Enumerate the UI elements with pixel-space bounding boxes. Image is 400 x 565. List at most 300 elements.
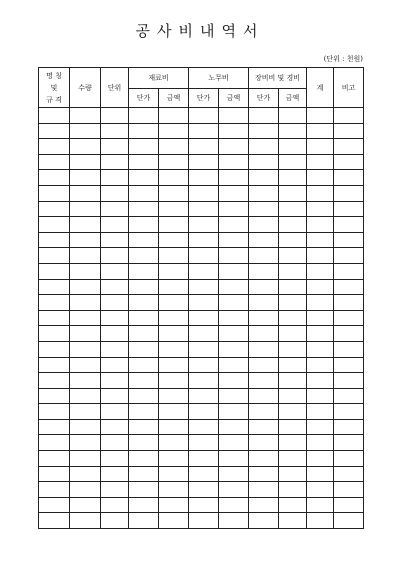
table-cell[interactable] (39, 232, 70, 248)
table-cell[interactable] (249, 482, 279, 498)
table-cell[interactable] (189, 248, 219, 264)
table-cell[interactable] (249, 497, 279, 513)
table-cell[interactable] (159, 295, 189, 311)
table-cell[interactable] (307, 279, 334, 295)
table-cell[interactable] (279, 108, 307, 124)
table-cell[interactable] (189, 263, 219, 279)
table-cell[interactable] (219, 263, 249, 279)
table-cell[interactable] (219, 451, 249, 467)
table-cell[interactable] (307, 388, 334, 404)
table-cell[interactable] (189, 279, 219, 295)
table-cell[interactable] (279, 373, 307, 389)
table-cell[interactable] (129, 482, 159, 498)
table-cell[interactable] (219, 139, 249, 155)
table-cell[interactable] (70, 263, 101, 279)
table-cell[interactable] (101, 201, 129, 217)
table-cell[interactable] (39, 388, 70, 404)
table-cell[interactable] (129, 419, 159, 435)
table-cell[interactable] (70, 279, 101, 295)
table-cell[interactable] (249, 263, 279, 279)
table-cell[interactable] (219, 373, 249, 389)
table-cell[interactable] (39, 217, 70, 233)
table-cell[interactable] (70, 154, 101, 170)
table-cell[interactable] (219, 295, 249, 311)
table-cell[interactable] (334, 482, 364, 498)
table-cell[interactable] (334, 404, 364, 420)
table-cell[interactable] (307, 154, 334, 170)
table-cell[interactable] (334, 388, 364, 404)
table-cell[interactable] (189, 185, 219, 201)
table-cell[interactable] (129, 248, 159, 264)
table-cell[interactable] (249, 513, 279, 529)
table-cell[interactable] (159, 170, 189, 186)
table-cell[interactable] (279, 482, 307, 498)
table-cell[interactable] (129, 497, 159, 513)
table-cell[interactable] (219, 357, 249, 373)
table-cell[interactable] (39, 279, 70, 295)
table-cell[interactable] (159, 201, 189, 217)
table-cell[interactable] (307, 497, 334, 513)
table-cell[interactable] (129, 435, 159, 451)
table-cell[interactable] (279, 310, 307, 326)
table-cell[interactable] (279, 497, 307, 513)
table-cell[interactable] (70, 513, 101, 529)
table-cell[interactable] (279, 435, 307, 451)
table-cell[interactable] (249, 248, 279, 264)
table-cell[interactable] (279, 451, 307, 467)
table-cell[interactable] (70, 170, 101, 186)
table-cell[interactable] (307, 232, 334, 248)
table-cell[interactable] (70, 482, 101, 498)
table-cell[interactable] (129, 154, 159, 170)
table-cell[interactable] (334, 513, 364, 529)
table-cell[interactable] (249, 388, 279, 404)
table-cell[interactable] (219, 326, 249, 342)
table-cell[interactable] (307, 404, 334, 420)
table-cell[interactable] (307, 341, 334, 357)
table-cell[interactable] (39, 513, 70, 529)
table-cell[interactable] (189, 326, 219, 342)
table-cell[interactable] (279, 201, 307, 217)
table-cell[interactable] (101, 466, 129, 482)
table-cell[interactable] (39, 357, 70, 373)
table-cell[interactable] (249, 466, 279, 482)
table-cell[interactable] (334, 139, 364, 155)
table-cell[interactable] (129, 451, 159, 467)
table-cell[interactable] (334, 373, 364, 389)
table-cell[interactable] (307, 123, 334, 139)
table-row (39, 513, 364, 529)
table-cell[interactable] (129, 232, 159, 248)
table-cell[interactable] (101, 513, 129, 529)
table-cell[interactable] (159, 451, 189, 467)
table-cell[interactable] (39, 170, 70, 186)
table-cell[interactable] (334, 435, 364, 451)
table-cell[interactable] (159, 108, 189, 124)
table-cell[interactable] (101, 185, 129, 201)
table-cell[interactable] (307, 185, 334, 201)
table-cell[interactable] (101, 217, 129, 233)
table-cell[interactable] (279, 404, 307, 420)
table-cell[interactable] (70, 326, 101, 342)
table-cell[interactable] (279, 123, 307, 139)
table-cell[interactable] (307, 419, 334, 435)
table-cell[interactable] (39, 451, 70, 467)
table-cell[interactable] (334, 341, 364, 357)
table-cell[interactable] (159, 263, 189, 279)
table-cell[interactable] (189, 232, 219, 248)
table-cell[interactable] (159, 341, 189, 357)
table-cell[interactable] (279, 357, 307, 373)
table-cell[interactable] (189, 154, 219, 170)
table-cell[interactable] (279, 326, 307, 342)
table-cell[interactable] (219, 170, 249, 186)
table-cell[interactable] (159, 139, 189, 155)
table-cell[interactable] (129, 310, 159, 326)
table-cell[interactable] (129, 295, 159, 311)
table-cell[interactable] (70, 217, 101, 233)
table-cell[interactable] (159, 466, 189, 482)
table-cell[interactable] (334, 217, 364, 233)
table-cell[interactable] (159, 497, 189, 513)
table-cell[interactable] (129, 404, 159, 420)
table-cell[interactable] (129, 185, 159, 201)
table-cell[interactable] (307, 373, 334, 389)
table-cell[interactable] (219, 201, 249, 217)
table-cell[interactable] (307, 139, 334, 155)
table-cell[interactable] (129, 263, 159, 279)
table-cell[interactable] (279, 419, 307, 435)
table-cell[interactable] (39, 341, 70, 357)
table-row (39, 466, 364, 482)
table-cell[interactable] (129, 170, 159, 186)
table-cell[interactable] (101, 404, 129, 420)
table-cell[interactable] (70, 123, 101, 139)
table-cell[interactable] (101, 295, 129, 311)
table-cell[interactable] (70, 185, 101, 201)
table-cell[interactable] (279, 185, 307, 201)
table-cell[interactable] (159, 482, 189, 498)
table-cell[interactable] (334, 108, 364, 124)
table-cell[interactable] (159, 435, 189, 451)
table-cell[interactable] (334, 232, 364, 248)
table-cell[interactable] (334, 201, 364, 217)
table-cell[interactable] (39, 310, 70, 326)
table-cell[interactable] (307, 310, 334, 326)
table-cell[interactable] (189, 139, 219, 155)
table-cell[interactable] (101, 451, 129, 467)
table-cell[interactable] (70, 108, 101, 124)
table-cell[interactable] (189, 310, 219, 326)
table-cell[interactable] (307, 451, 334, 467)
table-cell[interactable] (249, 170, 279, 186)
table-cell[interactable] (189, 482, 219, 498)
table-cell[interactable] (159, 310, 189, 326)
table-cell[interactable] (70, 232, 101, 248)
table-cell[interactable] (249, 108, 279, 124)
table-cell[interactable] (39, 404, 70, 420)
table-cell[interactable] (129, 373, 159, 389)
table-cell[interactable] (249, 154, 279, 170)
table-cell[interactable] (279, 263, 307, 279)
table-cell[interactable] (39, 108, 70, 124)
table-cell[interactable] (249, 217, 279, 233)
table-cell[interactable] (159, 326, 189, 342)
table-cell[interactable] (159, 419, 189, 435)
table-cell[interactable] (101, 279, 129, 295)
table-cell[interactable] (249, 232, 279, 248)
table-cell[interactable] (101, 373, 129, 389)
table-cell[interactable] (307, 513, 334, 529)
table-cell[interactable] (189, 123, 219, 139)
table-cell[interactable] (219, 435, 249, 451)
table-cell[interactable] (101, 170, 129, 186)
table-cell[interactable] (39, 123, 70, 139)
table-cell[interactable] (129, 217, 159, 233)
table-cell[interactable] (101, 341, 129, 357)
table-cell[interactable] (334, 497, 364, 513)
table-cell[interactable] (334, 170, 364, 186)
table-cell[interactable] (307, 482, 334, 498)
table-cell[interactable] (249, 419, 279, 435)
table-cell[interactable] (279, 388, 307, 404)
table-cell[interactable] (129, 201, 159, 217)
table-cell[interactable] (219, 123, 249, 139)
table-cell[interactable] (129, 108, 159, 124)
table-cell[interactable] (39, 373, 70, 389)
table-cell[interactable] (189, 435, 219, 451)
table-cell[interactable] (189, 217, 219, 233)
table-cell[interactable] (101, 232, 129, 248)
table-cell[interactable] (129, 357, 159, 373)
table-cell[interactable] (39, 466, 70, 482)
table-cell[interactable] (39, 263, 70, 279)
table-cell[interactable] (219, 388, 249, 404)
table-cell[interactable] (101, 326, 129, 342)
table-cell[interactable] (189, 201, 219, 217)
table-cell[interactable] (219, 310, 249, 326)
table-cell[interactable] (159, 185, 189, 201)
table-cell[interactable] (307, 263, 334, 279)
table-cell[interactable] (219, 341, 249, 357)
table-cell[interactable] (189, 357, 219, 373)
table-cell[interactable] (334, 326, 364, 342)
table-cell[interactable] (101, 357, 129, 373)
table-cell[interactable] (279, 466, 307, 482)
table-cell[interactable] (219, 466, 249, 482)
table-cell[interactable] (101, 248, 129, 264)
table-cell[interactable] (70, 201, 101, 217)
table-cell[interactable] (189, 497, 219, 513)
table-cell[interactable] (101, 154, 129, 170)
table-cell[interactable] (39, 248, 70, 264)
table-cell[interactable] (307, 435, 334, 451)
table-cell[interactable] (101, 482, 129, 498)
table-cell[interactable] (39, 497, 70, 513)
table-cell[interactable] (279, 232, 307, 248)
table-cell[interactable] (189, 341, 219, 357)
table-cell[interactable] (334, 279, 364, 295)
table-cell[interactable] (219, 404, 249, 420)
table-cell[interactable] (70, 341, 101, 357)
table-cell[interactable] (334, 154, 364, 170)
table-cell[interactable] (189, 295, 219, 311)
table-cell[interactable] (334, 419, 364, 435)
table-cell[interactable] (334, 263, 364, 279)
table-cell[interactable] (129, 139, 159, 155)
table-cell[interactable] (39, 201, 70, 217)
table-cell[interactable] (39, 295, 70, 311)
table-cell[interactable] (279, 295, 307, 311)
table-cell[interactable] (307, 201, 334, 217)
table-cell[interactable] (189, 404, 219, 420)
table-cell[interactable] (334, 295, 364, 311)
table-cell[interactable] (219, 154, 249, 170)
table-cell[interactable] (159, 404, 189, 420)
table-cell[interactable] (219, 419, 249, 435)
table-cell[interactable] (39, 139, 70, 155)
table-cell[interactable] (70, 388, 101, 404)
table-cell[interactable] (307, 248, 334, 264)
table-cell[interactable] (249, 295, 279, 311)
table-cell[interactable] (70, 419, 101, 435)
table-cell[interactable] (219, 248, 249, 264)
table-cell[interactable] (70, 404, 101, 420)
table-cell[interactable] (334, 357, 364, 373)
table-cell[interactable] (279, 170, 307, 186)
table-cell[interactable] (334, 310, 364, 326)
table-cell[interactable] (101, 123, 129, 139)
table-cell[interactable] (189, 466, 219, 482)
table-cell[interactable] (39, 435, 70, 451)
table-cell[interactable] (101, 388, 129, 404)
table-cell[interactable] (249, 123, 279, 139)
table-cell[interactable] (249, 201, 279, 217)
table-cell[interactable] (39, 482, 70, 498)
table-cell[interactable] (101, 419, 129, 435)
table-cell[interactable] (249, 279, 279, 295)
table-cell[interactable] (249, 404, 279, 420)
table-cell[interactable] (70, 451, 101, 467)
table-cell[interactable] (159, 357, 189, 373)
table-cell[interactable] (249, 435, 279, 451)
table-cell[interactable] (249, 185, 279, 201)
table-row (39, 373, 364, 389)
table-cell[interactable] (189, 419, 219, 435)
table-cell[interactable] (39, 185, 70, 201)
table-cell[interactable] (189, 513, 219, 529)
table-cell[interactable] (129, 388, 159, 404)
table-cell[interactable] (159, 154, 189, 170)
table-cell[interactable] (307, 326, 334, 342)
table-cell[interactable] (101, 497, 129, 513)
table-cell[interactable] (219, 185, 249, 201)
table-cell[interactable] (129, 513, 159, 529)
table-cell[interactable] (159, 373, 189, 389)
table-cell[interactable] (279, 217, 307, 233)
table-cell[interactable] (70, 357, 101, 373)
table-cell[interactable] (219, 217, 249, 233)
table-cell[interactable] (101, 139, 129, 155)
table-cell[interactable] (249, 357, 279, 373)
table-cell[interactable] (70, 295, 101, 311)
table-cell[interactable] (101, 435, 129, 451)
table-cell[interactable] (70, 497, 101, 513)
table-cell[interactable] (249, 341, 279, 357)
table-cell[interactable] (279, 154, 307, 170)
table-cell[interactable] (189, 451, 219, 467)
table-cell[interactable] (101, 108, 129, 124)
table-cell[interactable] (334, 185, 364, 201)
table-cell[interactable] (129, 123, 159, 139)
table-cell[interactable] (334, 123, 364, 139)
table-cell[interactable] (70, 248, 101, 264)
table-cell[interactable] (219, 108, 249, 124)
table-cell[interactable] (334, 466, 364, 482)
table-cell[interactable] (189, 170, 219, 186)
table-cell[interactable] (159, 513, 189, 529)
table-cell[interactable] (129, 326, 159, 342)
table-cell[interactable] (101, 263, 129, 279)
table-cell[interactable] (70, 435, 101, 451)
table-cell[interactable] (70, 373, 101, 389)
table-cell[interactable] (307, 466, 334, 482)
table-cell[interactable] (189, 108, 219, 124)
table-cell[interactable] (307, 170, 334, 186)
table-cell[interactable] (219, 497, 249, 513)
table-cell[interactable] (279, 139, 307, 155)
table-cell[interactable] (70, 139, 101, 155)
table-cell[interactable] (39, 419, 70, 435)
table-cell[interactable] (159, 232, 189, 248)
table-cell[interactable] (279, 279, 307, 295)
table-cell[interactable] (219, 482, 249, 498)
table-cell[interactable] (159, 248, 189, 264)
table-cell[interactable] (279, 248, 307, 264)
table-cell[interactable] (70, 466, 101, 482)
table-cell[interactable] (39, 154, 70, 170)
table-cell[interactable] (307, 217, 334, 233)
table-cell[interactable] (249, 451, 279, 467)
table-cell[interactable] (307, 295, 334, 311)
table-cell[interactable] (334, 248, 364, 264)
table-cell[interactable] (219, 279, 249, 295)
table-cell[interactable] (334, 451, 364, 467)
table-cell[interactable] (129, 466, 159, 482)
table-cell[interactable] (101, 310, 129, 326)
table-cell[interactable] (249, 310, 279, 326)
table-cell[interactable] (279, 341, 307, 357)
table-cell[interactable] (159, 279, 189, 295)
table-cell[interactable] (249, 326, 279, 342)
table-cell[interactable] (159, 388, 189, 404)
table-cell[interactable] (39, 326, 70, 342)
table-cell[interactable] (70, 310, 101, 326)
table-cell[interactable] (249, 373, 279, 389)
table-cell[interactable] (189, 388, 219, 404)
table-cell[interactable] (129, 341, 159, 357)
table-cell[interactable] (159, 217, 189, 233)
table-cell[interactable] (249, 139, 279, 155)
table-cell[interactable] (307, 357, 334, 373)
table-cell[interactable] (219, 513, 249, 529)
table-cell[interactable] (307, 108, 334, 124)
table-cell[interactable] (279, 513, 307, 529)
table-cell[interactable] (129, 279, 159, 295)
table-cell[interactable] (219, 232, 249, 248)
table-cell[interactable] (189, 373, 219, 389)
table-cell[interactable] (159, 123, 189, 139)
